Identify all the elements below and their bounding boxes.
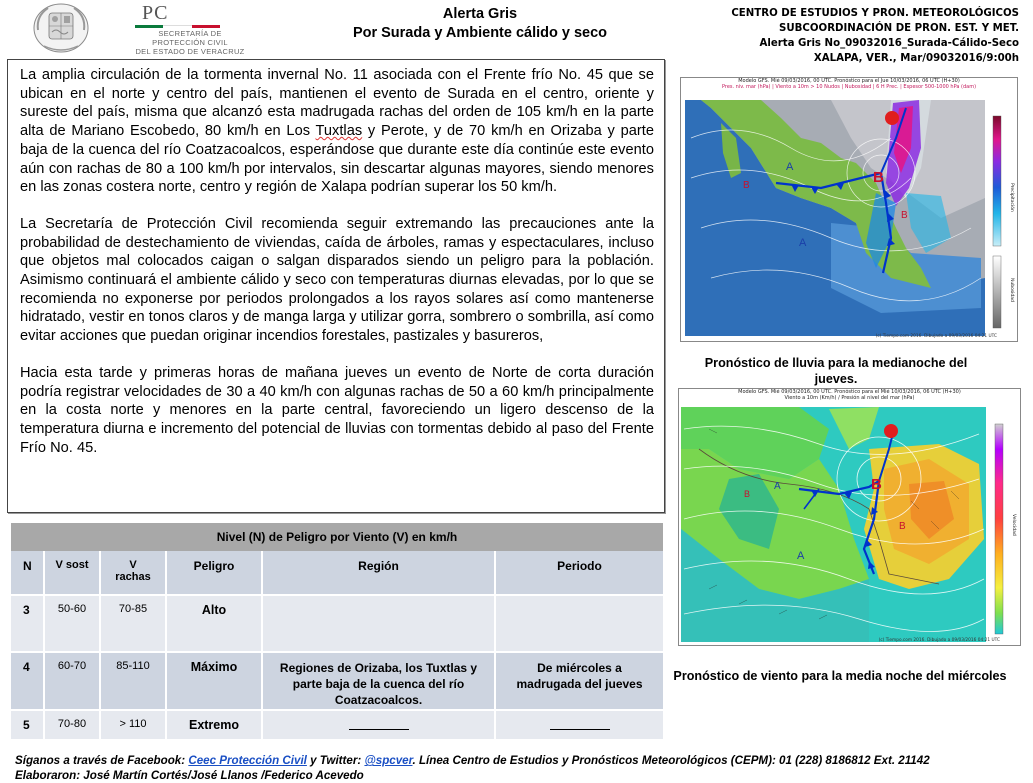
map2-title: Modelo GFS. Mié 09/03/2016, 00 UTC. Pronóstico para el Mié 10/03/2016, 06 UTC (H+30) [738, 389, 961, 395]
map1-title: Modelo GFS. Mié 09/03/2016, 00 UTC. Pronóstico para el Jue 10/03/2016, 06 UTC (H+30) [738, 78, 960, 84]
map1-caption: Pronóstico de lluvia para la medianoche del jueves. [704, 356, 968, 386]
flag-stripe [135, 25, 220, 28]
subcoordination: SUBCOORDINACIÓN DE PRON. EST. Y MET. [779, 23, 1019, 34]
map2-subtitle: Viento a 10m (Km/h) / Presión al nivel del mar (hPa) [784, 395, 915, 401]
map2-credit: (c) Tiempo.com 2016. Dibujado a 09/03/2016 04:21 UTC [878, 638, 1000, 643]
col-region: Región [262, 551, 495, 595]
svg-text:B: B [899, 521, 906, 532]
map2-scale-label: Velocidad [1011, 514, 1016, 536]
footer-authors: Elaboraron: José Martín Cortés/José Llanos /Federico Acevedo [15, 769, 364, 782]
bulletin-text [7, 59, 665, 513]
center-header [719, 6, 1019, 66]
map2-caption: Pronóstico de viento para la media noche del miércoles [673, 669, 1007, 683]
alert-id: Alerta Gris No_09032016_Surada-Cálido-Seco [759, 38, 1019, 49]
svg-text:A: A [799, 237, 807, 249]
wind-forecast-map [678, 388, 1021, 646]
coat-of-arms-icon [30, 2, 92, 54]
table-row: 3 50-60 70-85 Alto [11, 595, 663, 652]
logo-initials: PC [142, 2, 169, 24]
title-line-2: Por Surada y Ambiente cálido y seco [352, 25, 608, 41]
col-vsost: V sost [44, 551, 100, 595]
wind-map-graphic [679, 389, 1021, 646]
svg-text:B: B [901, 210, 908, 221]
svg-text:B: B [743, 180, 750, 191]
paragraph-3: Hacia esta tarde y primeras horas de mañana jueves un evento de Norte de corta duración podría registrar velocidades de 30 a 40 km/h con algunas rachas de 50 a 60 km/h principalmente en la costa norte y menores en la parte central, favoreciendo un ligero descenso de la temperatura diurna e incremento del potencial de lluvias con tormentas debido al paso del Frente Frío No. 45. [20, 364, 654, 456]
paragraph-2: La Secretaría de Protección Civil recomienda seguir extremando las precauciones ante la probabilidad de destechamiento de viviendas, caída de árboles, ramas y espectaculares, incluso que objetos mal colocados caigan o salgan disparados siendo un peligro para la población. Asimismo continuará el ambiente cálido y seco con temperaturas diurnas elevadas, por lo que se recomienda no exponerse por periodos prolongados a los rayos solares así como mantenerse hidratado, vestir en tonos claros y de manga larga y utilizar gorra, sombrero o sombrilla, así como evitar acciones que puedan originar incendios forestales, pastizales y basureros, [20, 215, 654, 345]
svg-text:B: B [871, 476, 882, 493]
table-row: 5 70-80 > 110 Extremo [11, 710, 663, 739]
logo-subtitle: SECRETARÍA DE PROTECCIÓN CIVIL DEL ESTADO DE VERACRUZ [135, 29, 245, 56]
rain-map-graphic [681, 78, 1018, 342]
high-pressure-label: A [786, 161, 794, 173]
facebook-link[interactable]: Ceec Protección Civil [188, 754, 307, 767]
table-row: 4 60-70 85-110 Máximo Regiones de Orizaba, los Tuxtlas y parte baja de la cuenca del río Coatzacoalcos. De miércoles a madrugada del jueves [11, 652, 663, 710]
map1-subtitle: Pres. niv. mar (hPa) | Viento a 10m > 10 Nudos | Nubosidad | 6 H Prec. | Espesor 500-1000 hPa (dam) [721, 84, 977, 90]
low-pressure-label: B [873, 169, 884, 186]
twitter-link[interactable]: @spcver [364, 754, 413, 767]
col-peligro: Peligro [166, 551, 262, 595]
wind-danger-table [11, 523, 663, 739]
svg-text:A: A [774, 481, 781, 492]
map1-scale-label: Precipitación [1009, 183, 1014, 212]
col-periodo: Periodo [495, 551, 663, 595]
title-line-1: Alerta Gris [442, 6, 518, 22]
svg-text:B: B [744, 489, 751, 499]
col-vrachas: V rachas [100, 551, 166, 595]
paragraph-1: La amplia circulación de la tormenta invernal No. 11 asociada con el Frente frío No. 45 que se ubican en el norte y centro del país, mantienen el evento de Surada en el centro, oriente y sureste del país, misma que alcanzó esta madrugada rachas del orden de 105 km/h en la parte alta de Mariano Escobedo, 80 km/h en Los Tuxtlas y Perote, y de 70 km/h en Orizaba y parte baja de la cuenca del río Coatzacoalcos, esperándose que durante este día continúe este evento aún con rachas de 80 a 100 km/h por intervalos, sin descartar algunas mayores, siendo menores en las zonas costera norte, centro y región de Xalapa podrían superar los 50 km/h. [20, 67, 654, 196]
col-n: N [11, 551, 44, 595]
footer [15, 753, 930, 783]
table-caption: Nivel (N) de Peligro por Viento (V) en km/h [11, 523, 663, 551]
spellcheck-word: Tuxtlas [315, 123, 363, 140]
svg-text:A: A [797, 550, 805, 562]
map1-scale2-label: Nubosidad [1009, 278, 1014, 302]
map1-credit: (c) Tiempo.com 2016. Dibujado a 09/03/2016 04:21 UTC [875, 334, 997, 339]
place-date: XALAPA, VER., Mar/09032016/9:00h [813, 53, 1019, 64]
center-name: CENTRO DE ESTUDIOS Y PRON. METEOROLÓGICOS [731, 8, 1019, 19]
logo [30, 2, 245, 56]
rain-forecast-map [680, 77, 1018, 342]
table-header [11, 551, 663, 595]
page-title [320, 5, 640, 43]
footer-contact: Síganos a través de Facebook: Ceec Protección Civil y Twitter: @spcver. Línea Centro de Estudios y Pronósticos Meteorológicos (CEPM): 01 (228) 8186812 Ext. 21142 [15, 754, 930, 767]
